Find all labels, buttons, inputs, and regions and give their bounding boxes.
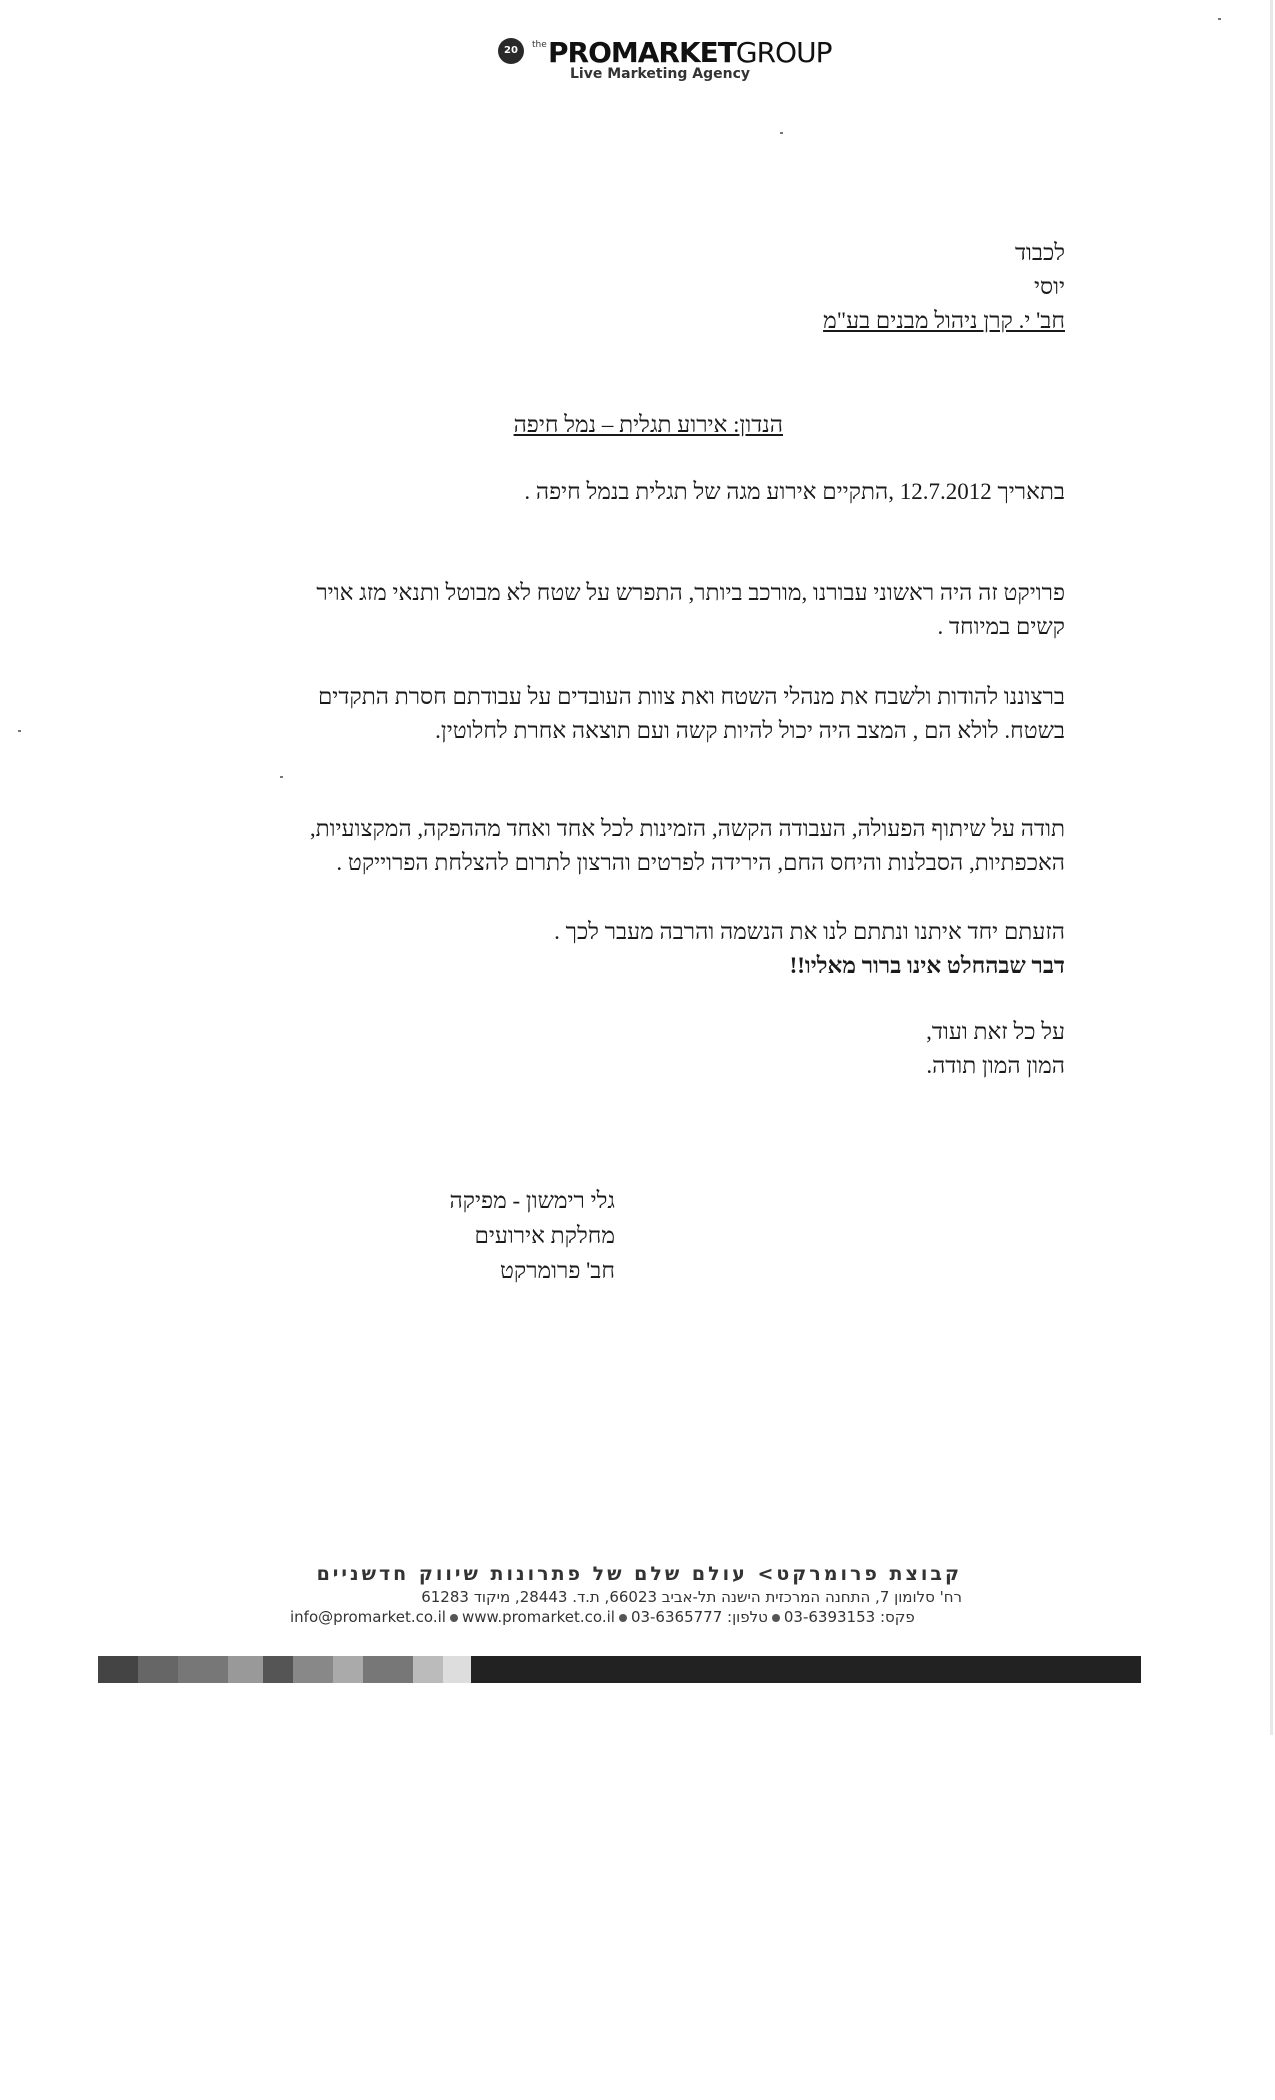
promarket-logo — [498, 36, 832, 86]
bullet-icon — [619, 1614, 627, 1622]
footer-phone: טלפון: 03-6365777 — [630, 1608, 768, 1626]
paragraph-4 — [185, 915, 1065, 983]
signature-block — [449, 1183, 615, 1288]
paragraph-3 — [185, 812, 1065, 880]
footer-website: www.promarket.co.il — [461, 1608, 615, 1626]
bullet-icon — [450, 1614, 458, 1622]
closing-line: המון המון תודה. — [926, 1053, 1065, 1078]
footer-address: רח' סלומון 7, התחנה המרכזית הישנה תל-אביב 66023, ת.ד. 28443, מיקוד 61283 — [421, 1588, 962, 1606]
paragraph-line: קשים במיוחד . — [937, 614, 1065, 639]
footer-email: info@promarket.co.il — [290, 1608, 446, 1626]
logo-tagline: Live Marketing Agency — [570, 66, 751, 82]
subject-line: הנדון: אירוע תגלית – נמל חיפה — [513, 412, 783, 437]
letterhead-footer — [290, 1563, 962, 1626]
paragraph-line: הזעתם יחד איתנו ונתתם לנו את הנשמה והרבה מעבר לכך . — [554, 919, 1065, 944]
paragraph-line: פרויקט זה היה ראשוני עבורנו ,מורכב ביותר, התפרש על שטח לא מבוטל ותנאי מזג אויר — [316, 580, 1065, 605]
date-line: בתאריך 12.7.2012 ,התקיים אירוע מגה של תגלית בנמל חיפה . — [524, 479, 1065, 504]
paragraph-2 — [185, 680, 1065, 748]
closing-block — [926, 1015, 1065, 1083]
scan-speck — [780, 132, 783, 134]
footer-fax: פקס: 03-6393153 — [783, 1608, 915, 1626]
signer-company: חב' פרומרקט — [500, 1258, 615, 1283]
logo-badge: 20 — [498, 38, 524, 64]
paragraph-line: ברצוננו להודות ולשבח את מנהלי השטח ואת צוות העובדים על עבודתם חסרת התקדים — [317, 684, 1065, 709]
logo-word-bold: PROMARKET — [548, 36, 736, 69]
signer-department: מחלקת אירועים — [474, 1223, 615, 1248]
signer-name: גלי רימשון - מפיקה — [449, 1188, 615, 1213]
emphasis-line: דבר שבהחלט אינו ברור מאליו!! — [789, 953, 1065, 978]
closing-line: על כל זאת ועוד, — [926, 1019, 1065, 1044]
addressee-company: חב' י. קרן ניהול מבנים בע"מ — [823, 308, 1065, 333]
paragraph-1 — [185, 576, 1065, 644]
scan-edge — [1270, 0, 1273, 1735]
paragraph-line: תודה על שיתוף הפעולה, העבודה הקשה, הזמינות לכל אחד ואחד מההפקה, המקצועיות, — [309, 816, 1065, 841]
paragraph-line: בשטח. לולא הם , המצב היה יכול להיות קשה ועם תוצאה אחרת לחלוטין. — [435, 718, 1065, 743]
logo-word-light: GROUP — [735, 36, 832, 69]
footer-slogan: קבוצת פרומרקט> עולם שלם של פתרונות שיווק חדשניים — [316, 1563, 962, 1585]
bullet-icon — [772, 1614, 780, 1622]
paragraph-line: האכפתיות, הסבלנות והיחס החם, הירידה לפרטים והרצון לתרום להצלחת הפרוייקט . — [336, 850, 1065, 875]
addressee-name: יוסי — [1033, 274, 1065, 299]
scan-speck — [18, 730, 21, 732]
addressee-block — [823, 236, 1065, 338]
scan-speck — [1218, 18, 1221, 20]
scan-speck — [280, 776, 283, 778]
logo-the: the — [532, 40, 547, 50]
logo-wordmark — [548, 36, 831, 69]
footer-contacts — [290, 1608, 962, 1626]
addressee-line: לכבוד — [1014, 240, 1065, 265]
footer-color-bar — [98, 1656, 1141, 1683]
